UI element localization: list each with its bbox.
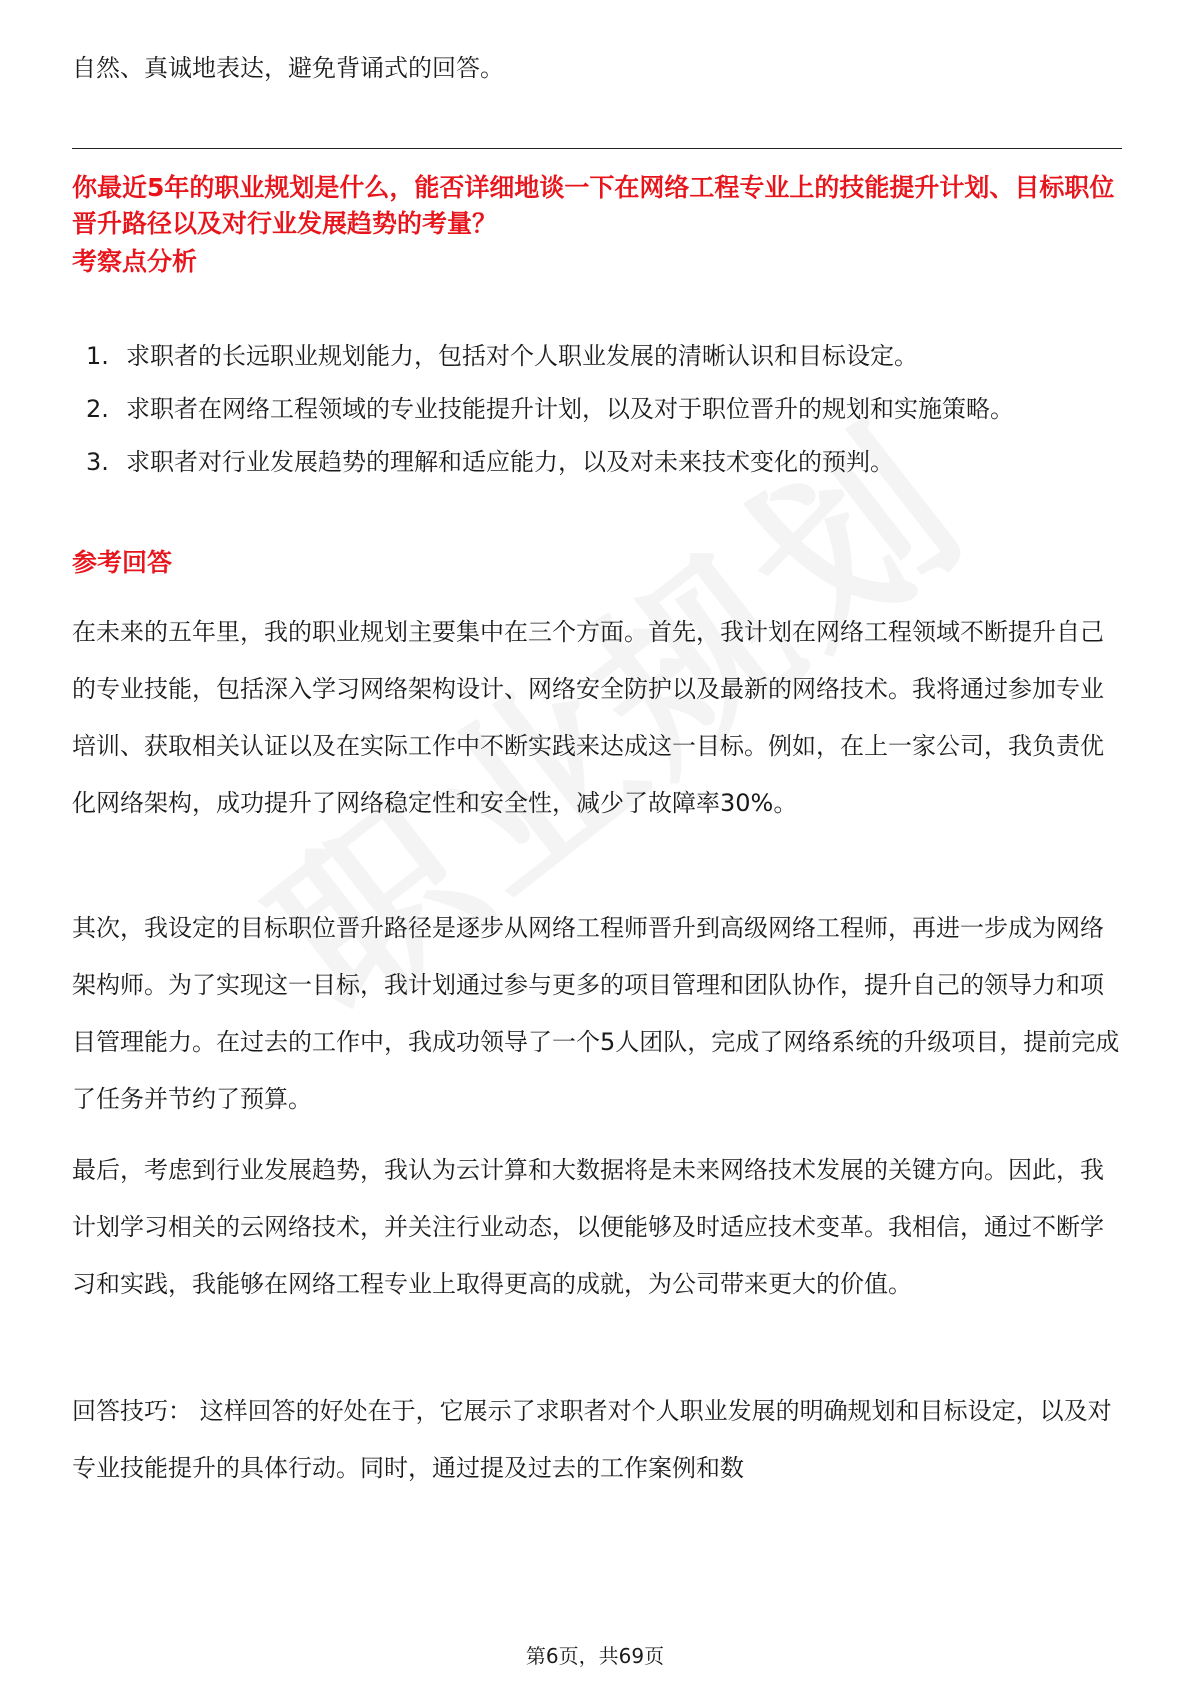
page-footer: 第6页，共69页: [525, 1644, 665, 1668]
analysis-item: [86, 436, 1122, 489]
answer-paragraph: 最后，考虑到行业发展趋势，我认为云计算和大数据将是未来网络技术发展的关键方向。因此，我计划学习相关的云网络技术，并关注行业动态，以便能够及时适应技术变革。我相信，通过不断学习和实践，我能够在网络工程专业上取得更高的成就，为公司带来更大的价值。: [72, 1156, 1104, 1298]
answer-heading: 参考回答: [72, 548, 173, 577]
analysis-item: [86, 330, 1122, 383]
item-text: 求职者对行业发展趋势的理解和适应能力，以及对未来技术变化的预判。: [126, 448, 894, 476]
analysis-list: [86, 330, 1122, 489]
item-number: 3.: [86, 448, 109, 476]
item-number: 2.: [86, 395, 109, 423]
answer-tip-paragraph: 回答技巧： 这样回答的好处在于，它展示了求职者对个人职业发展的明确规划和目标设定，以及对专业技能提升的具体行动。同时，通过提及过去的工作案例和数: [72, 1397, 1112, 1482]
analysis-item: [86, 383, 1122, 436]
answer-paragraph: 在未来的五年里，我的职业规划主要集中在三个方面。首先，我计划在网络工程领域不断提升自己的专业技能，包括深入学习网络架构设计、网络安全防护以及最新的网络技术。我将通过参加专业培训、获取相关认证以及在实际工作中不断实践来达成这一目标。例如，在上一家公司，我负责优化网络架构，成功提升了网络稳定性和安全性，减少了故障率30%。: [72, 618, 1104, 817]
analysis-heading: 考察点分析: [72, 247, 198, 276]
item-text: 求职者在网络工程领域的专业技能提升计划，以及对于职位晋升的规划和实施策略。: [126, 395, 1014, 423]
section-divider: [72, 148, 1122, 149]
top-paragraph: 自然、真诚地表达，避免背诵式的回答。: [72, 54, 504, 82]
item-number: 1.: [86, 342, 109, 370]
item-text: 求职者的长远职业规划能力，包括对个人职业发展的清晰认识和目标设定。: [126, 342, 918, 370]
question-title: 你最近5年的职业规划是什么，能否详细地谈一下在网络工程专业上的技能提升计划、目标职位晋升路径以及对行业发展趋势的考量？: [72, 173, 1115, 238]
answer-paragraph: 其次，我设定的目标职位晋升路径是逐步从网络工程师晋升到高级网络工程师，再进一步成为网络架构师。为了实现这一目标，我计划通过参与更多的项目管理和团队协作，提升自己的领导力和项目管理能力。在过去的工作中，我成功领导了一个5人团队，完成了网络系统的升级项目，提前完成了任务并节约了预算。: [72, 914, 1120, 1113]
